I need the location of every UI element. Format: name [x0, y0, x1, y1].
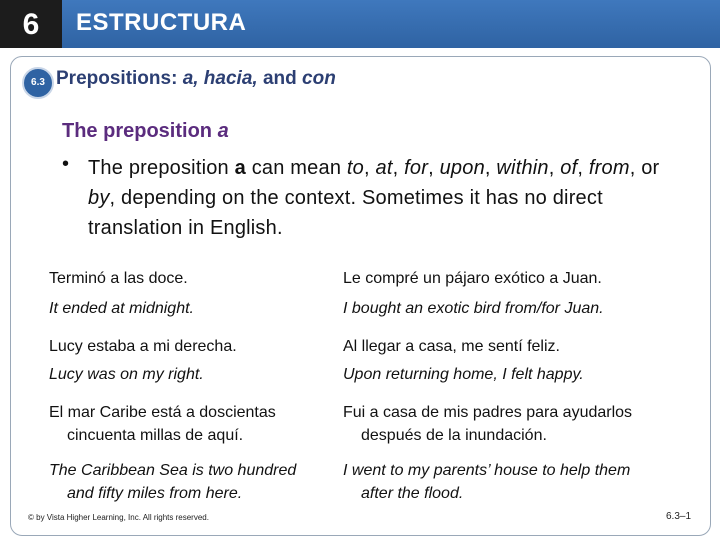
para-part: can mean — [245, 157, 347, 179]
example-english: Lucy was on my right. — [49, 366, 204, 383]
meaning: of — [560, 157, 578, 179]
example-spanish — [343, 401, 703, 447]
example-english — [343, 459, 703, 505]
example-line: I went to my parents’ house to help them — [343, 462, 631, 479]
meaning: to — [346, 157, 364, 179]
example-line: The Caribbean Sea is two hundred — [49, 462, 297, 479]
section-title-prefix: Prepositions: — [56, 68, 183, 89]
example-english: It ended at midnight. — [49, 300, 194, 317]
para-sep: , — [392, 157, 405, 179]
para-sep: , — [548, 157, 561, 179]
bullet-point: • — [62, 153, 70, 175]
chapter-number: 6 — [22, 8, 40, 41]
subheading-prefix: The preposition — [62, 120, 218, 142]
example-spanish: Le compré un pájaro exótico a Juan. — [343, 270, 602, 287]
section-badge: 6.3 — [22, 67, 54, 99]
example-line: cincuenta millas de aquí. — [67, 427, 244, 444]
chapter-number-box — [0, 0, 62, 48]
para-sep: , — [428, 157, 440, 179]
example-spanish: Lucy estaba a mi derecha. — [49, 338, 237, 355]
bullet-paragraph — [88, 153, 678, 243]
section-title-italic: a, hacia, — [182, 68, 258, 89]
example-spanish — [49, 401, 339, 447]
para-part: The preposition — [88, 157, 235, 179]
example-english: I bought an exotic bird from/for Juan. — [343, 300, 604, 317]
chapter-title: ESTRUCTURA — [76, 9, 247, 36]
example-spanish: Terminó a las doce. — [49, 270, 188, 287]
section-title — [56, 68, 336, 90]
para-sep: , — [364, 157, 376, 179]
example-line: and fifty miles from here. — [67, 485, 243, 502]
meaning: at — [375, 157, 393, 179]
example-line: El mar Caribe está a doscientas — [49, 404, 276, 421]
subheading — [62, 120, 229, 143]
example-line: after the flood. — [361, 485, 464, 502]
para-bold-a: a — [234, 157, 246, 179]
meaning: by — [88, 187, 110, 209]
example-line: después de la inundación. — [361, 427, 547, 444]
page-number: 6.3–1 — [666, 511, 692, 522]
example-english: Upon returning home, I felt happy. — [343, 366, 584, 383]
copyright-notice: © by Vista Higher Learning, Inc. All rights reserved. — [28, 513, 209, 522]
para-part: , depending on the context. Sometimes it has no direct translation in English. — [88, 187, 603, 239]
meaning: within — [496, 157, 549, 179]
example-line: Fui a casa de mis padres para ayudarlos — [343, 404, 633, 421]
meaning: for — [404, 157, 429, 179]
section-title-suffix: and — [257, 68, 303, 89]
para-sep: , — [577, 157, 589, 179]
subheading-italic: a — [217, 120, 229, 142]
para-sep: , — [484, 157, 497, 179]
meaning: from — [588, 157, 630, 179]
para-sep: , or — [629, 157, 660, 179]
example-spanish: Al llegar a casa, me sentí feliz. — [343, 338, 560, 355]
section-title-italic2: con — [302, 68, 336, 89]
meaning: upon — [439, 157, 485, 179]
example-english — [49, 459, 339, 505]
